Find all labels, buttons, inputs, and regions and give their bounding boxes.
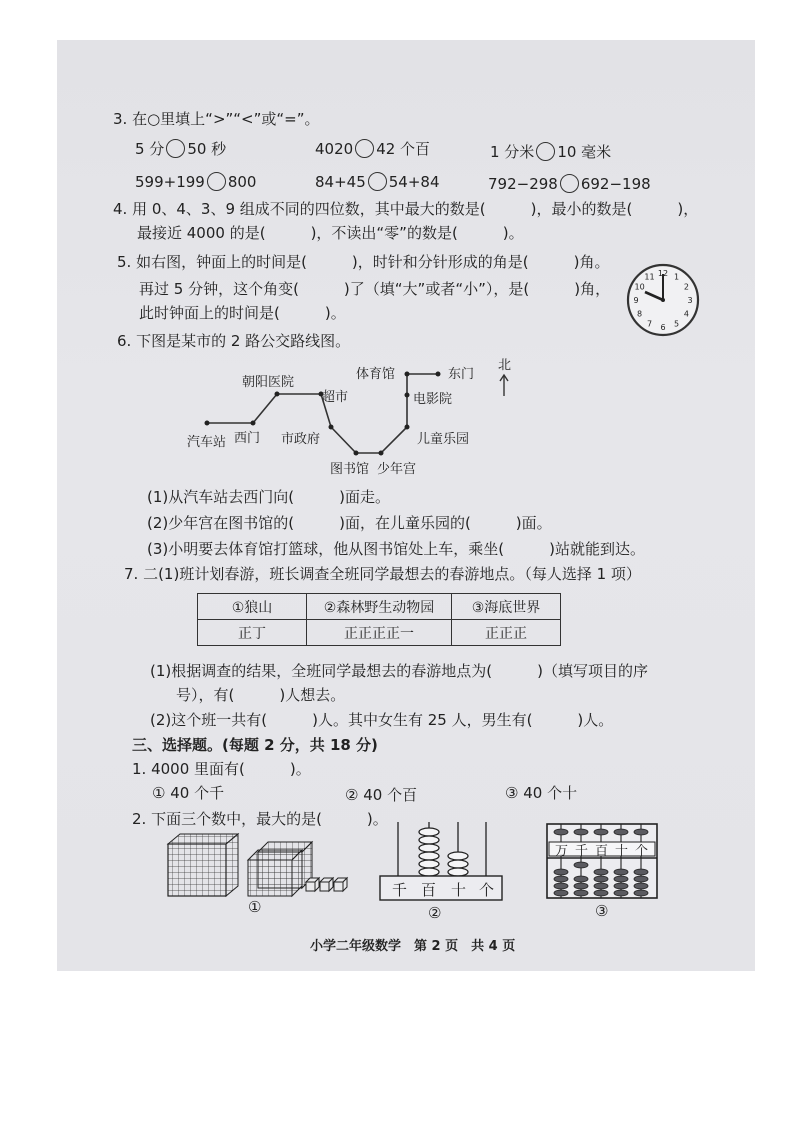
abacus-label-thousands: 千 [392,881,408,899]
clock-numeral: 2 [683,282,689,292]
pic-label-1: ① [248,898,262,916]
abacus3-label-bai: 百 [595,844,609,859]
clock-numeral: 4 [683,309,689,319]
stop-library: 图书馆 [330,462,370,477]
abacus3-label-qian: 千 [575,844,589,859]
pic-label-2: ② [428,904,442,922]
table-header-cell: ①狼山 [198,594,307,620]
base-ten-blocks [160,830,350,900]
q3-item-2: 4020 42 个百 [315,140,431,158]
q7-sub1b: 号），有( )人想去。 [176,686,346,704]
abacus-label-hundreds: 百 [421,881,437,899]
clock-numeral: 6 [660,323,666,332]
survey-table [197,593,561,646]
clock-numeral: 8 [637,309,643,319]
pic-label-3: ③ [595,902,609,920]
stop-east-gate: 东门 [448,367,475,382]
stop-youth-palace: 少年宫 [377,462,417,477]
section3-title: 三、选择题。(每题 2 分，共 18 分) [132,736,378,754]
page-footer: 小学二年级数学 第 2 页 共 4 页 [310,939,516,954]
clock-numeral: 10 [634,282,645,292]
stop-hospital: 朝阳医院 [242,375,295,390]
table-row [198,594,561,620]
s3-q2: 2. 下面三个数中，最大的是( )。 [132,810,388,828]
clock-numeral: 12 [657,269,669,278]
q6-title: 6. 下图是某市的 2 路公交路线图。 [117,332,351,350]
clock-numeral: 9 [633,296,639,305]
abacus-label-tens: 十 [451,881,467,899]
stop-bus-station: 汽车站 [187,435,227,450]
table-header-cell: ③海底世界 [452,594,561,620]
q4-line2: 最接近 4000 的是( )，不读出“零”的数是( )。 [137,224,524,242]
frame-abacus [545,822,660,902]
table-header-cell: ②森林野生动物园 [307,594,452,620]
s3-q1-option-3[interactable]: ③ 40 个十 [505,784,578,802]
q6-sub2: (2)少年宫在图书馆的( )面，在儿童乐园的( )面。 [147,514,552,532]
abacus3-label-shi: 十 [615,844,629,859]
clock-numeral: 11 [644,272,655,282]
stop-west-gate: 西门 [234,431,261,446]
clock-numeral: 1 [673,272,680,282]
q6-sub3: (3)小明要去体育馆打篮球，他从图书馆处上车，乘坐( )站就能到达。 [147,540,645,558]
tally-cell: 正正正正一 [307,620,452,646]
table-row [198,620,561,646]
tally-cell: 正丁 [198,620,307,646]
s3-q1-option-2[interactable]: ② 40 个百 [345,786,418,804]
abacus3-label-ge: 个 [635,844,649,859]
q3-title: 3. 在○里填上“>”“<”或“=”。 [113,110,320,128]
q7-sub1a: (1)根据调查的结果，全班同学最想去的春游地点为( )（填写项目的序 [150,662,648,680]
q3-item-4: 599+199 800 [135,173,257,191]
q3-item-3: 1 分米 10 毫米 [490,143,612,161]
q5-line1: 5. 如右图，钟面上的时间是( )，时针和分针形成的角是( )角。 [117,253,610,271]
q3-item-6: 792−298 692−198 [488,175,651,193]
clock-numeral: 3 [687,296,693,305]
q6-sub1: (1)从汽车站去西门向( )面走。 [147,488,390,506]
q4-line1: 4. 用 0、4、3、9 组成不同的四位数，其中最大的数是( )，最小的数是( )， [113,200,699,218]
q7-sub2: (2)这个班一共有( )人。其中女生有 25 人，男生有( )人。 [150,711,614,729]
clock-numeral: 5 [673,319,680,329]
clock-numeral: 7 [646,319,653,329]
stop-supermarket: 超市 [322,390,349,405]
north-label: 北 [498,358,512,373]
s3-q1: 1. 4000 里面有( )。 [132,760,311,778]
q5-line3: 此时钟面上的时间是( )。 [139,304,346,322]
tally-cell: 正正正 [452,620,561,646]
stop-government: 市政府 [281,432,321,447]
q7-title: 7. 二(1)班计划春游，班长调查全班同学最想去的春游地点。（每人选择 1 项） [124,565,641,583]
stop-cinema: 电影院 [413,392,453,407]
stop-stadium: 体育馆 [356,367,396,382]
q3-item-5: 84+45 54+84 [315,173,440,191]
abacus-label-ones: 个 [479,881,495,899]
abacus3-label-wan: 万 [555,844,569,859]
s3-q1-option-1[interactable]: ① 40 个千 [152,784,225,802]
q3-item-1: 5 分 50 秒 [135,140,227,158]
q5-line2: 再过 5 分钟，这个角变( )了（填“大”或者“小”），是( )角， [139,280,611,298]
stop-kids-park: 儿童乐园 [417,432,470,447]
